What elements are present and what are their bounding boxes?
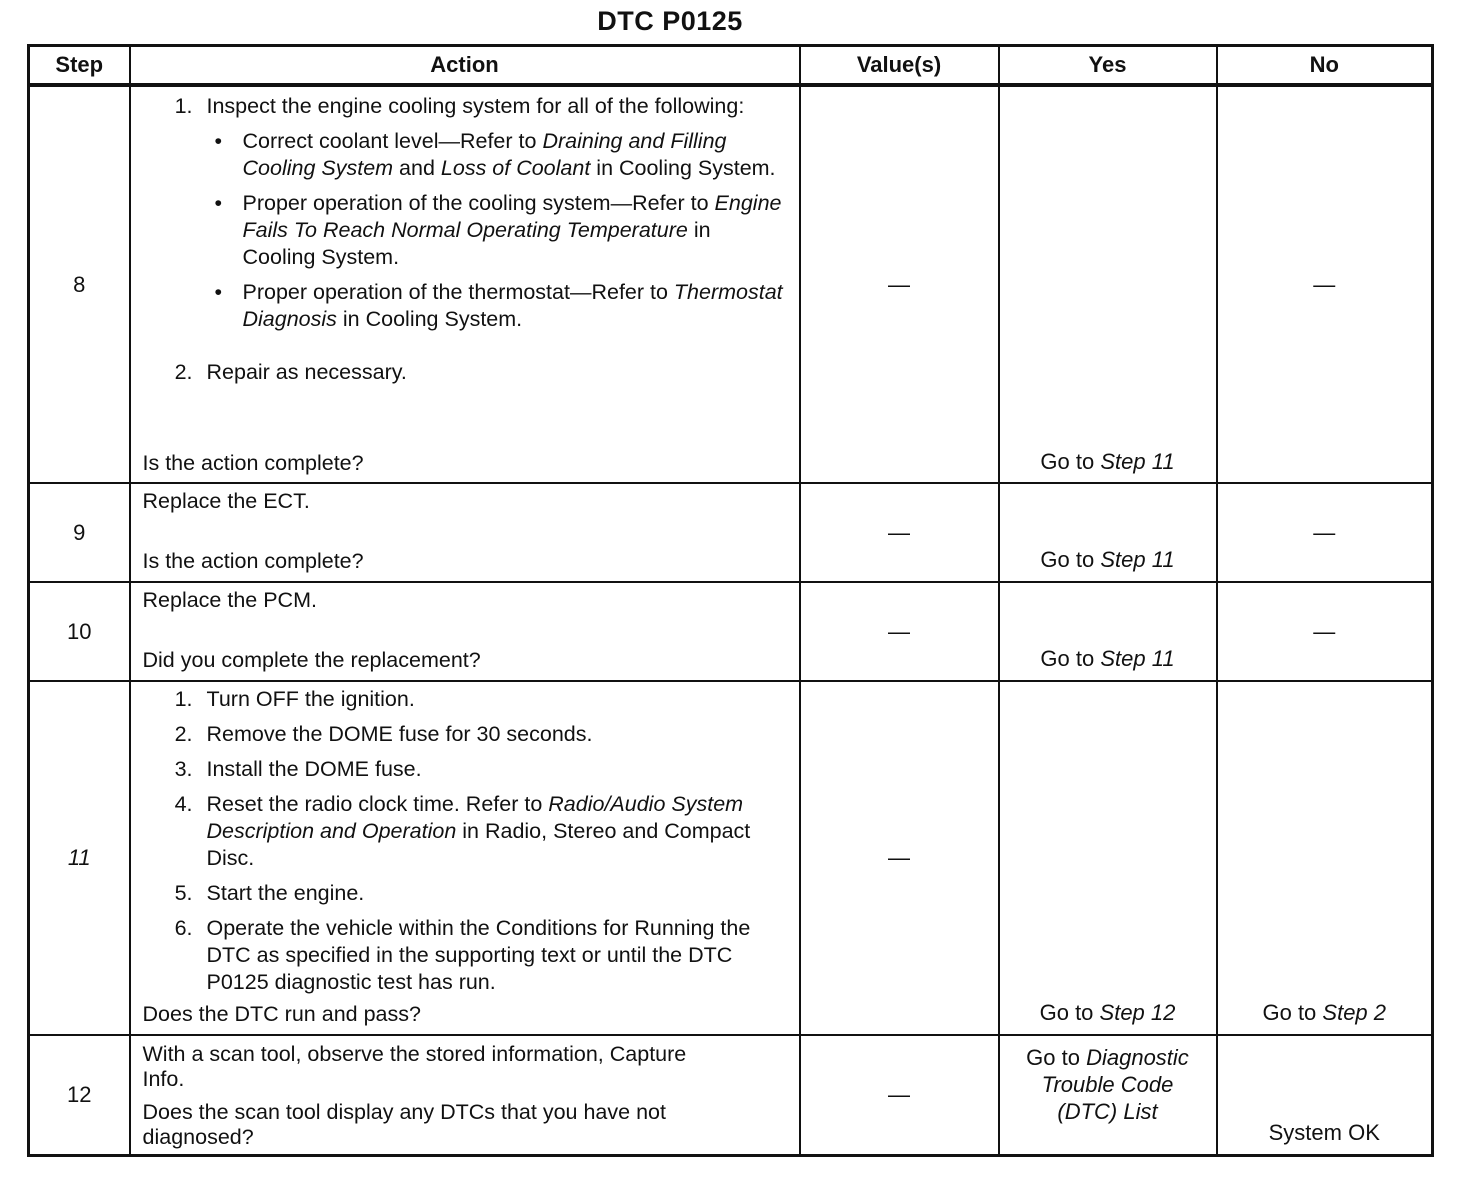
value-cell: — — [800, 85, 999, 483]
action-item: 1. Inspect the engine cooling system for all of the following: • Correct coolant level—Refer to Draining and Filling Cooling System and Loss of Coolant in Cooling System. • Proper operation of the cooling system—Refer to Engine Fails To Reach Normal Operating Temperature in Cooling System. • Proper operation of the thermostat—Refer to Thermostat Diagnosis in Cooling System. — [199, 93, 789, 333]
step-number: 9 — [29, 483, 130, 582]
header-action: Action — [130, 46, 800, 86]
action-cell — [130, 681, 800, 1035]
value-cell: — — [800, 681, 999, 1035]
action-item: 2. Remove the DOME fuse for 30 seconds. — [199, 721, 789, 748]
table-row — [29, 483, 1433, 582]
step-number: 8 — [29, 85, 130, 483]
step-number: 12 — [29, 1035, 130, 1155]
action-question: Did you complete the replacement? — [142, 648, 481, 672]
action-text: Replace the PCM. — [142, 588, 317, 612]
header-values: Value(s) — [800, 46, 999, 86]
action-cell — [130, 1035, 800, 1155]
yes-cell — [999, 1035, 1217, 1155]
no-cell: — — [1217, 483, 1433, 582]
action-item: 4. Reset the radio clock time. Refer to Radio/Audio System Description and Operation in Radio, Stereo and Compact Disc. — [199, 791, 789, 872]
action-item: 6. Operate the vehicle within the Conditions for Running the DTC as specified in the supporting text or until the DTC P0125 diagnostic test has run. — [199, 915, 789, 996]
yes-result: Go to Step 12 — [1039, 1000, 1176, 1025]
action-item: 3. Install the DOME fuse. — [199, 756, 789, 783]
action-text: Replace the ECT. — [142, 489, 310, 513]
header-row — [29, 46, 1433, 86]
sub-item: • Correct coolant level—Refer to Draining and Filling Cooling System and Loss of Coolant in Cooling System. — [237, 128, 789, 182]
action-cell — [130, 85, 800, 483]
document-title: DTC P0125 — [597, 6, 743, 36]
table-row — [29, 582, 1433, 681]
action-cell — [130, 483, 800, 582]
no-cell: — — [1217, 85, 1433, 483]
action-text: With a scan tool, observe the stored information, Capture Info. — [142, 1042, 687, 1091]
action-item: 2. Repair as necessary. — [199, 359, 789, 386]
no-cell: — — [1217, 582, 1433, 681]
action-item: 5. Start the engine. — [199, 880, 789, 907]
table-row — [29, 1035, 1433, 1155]
no-result: System OK — [1268, 1120, 1380, 1145]
step-number: 11 — [29, 681, 130, 1035]
header-no: No — [1217, 46, 1433, 86]
value-cell: — — [800, 1035, 999, 1155]
diagnostic-table — [27, 44, 1434, 1157]
header-yes: Yes — [999, 46, 1217, 86]
value-cell: — — [800, 582, 999, 681]
action-question: Does the scan tool display any DTCs that you have not diagnosed? — [142, 1100, 666, 1149]
sub-item: • Proper operation of the thermostat—Refer to Thermostat Diagnosis in Cooling System. — [237, 279, 789, 333]
value-cell: — — [800, 483, 999, 582]
yes-result: Go to Step 11 — [1040, 449, 1175, 474]
no-result: Go to Step 2 — [1262, 1000, 1387, 1025]
action-question: Is the action complete? — [142, 451, 364, 475]
yes-cell — [999, 582, 1217, 681]
yes-result: Go to Step 11 — [1040, 646, 1175, 671]
step-number: 10 — [29, 582, 130, 681]
yes-result: Go to Step 11 — [1040, 547, 1175, 572]
action-question: Does the DTC run and pass? — [142, 1002, 421, 1026]
yes-cell — [999, 681, 1217, 1035]
yes-cell — [999, 483, 1217, 582]
yes-cell — [999, 85, 1217, 483]
table-row — [29, 85, 1433, 483]
header-step: Step — [29, 46, 130, 86]
sub-item: • Proper operation of the cooling system—Refer to Engine Fails To Reach Normal Operating Temperature in Cooling System. — [237, 190, 789, 271]
action-item: 1. Turn OFF the ignition. — [199, 686, 789, 713]
no-cell — [1217, 681, 1433, 1035]
action-question: Is the action complete? — [142, 549, 364, 573]
yes-result: Go to Diagnostic Trouble Code (DTC) List — [1026, 1045, 1189, 1124]
no-cell — [1217, 1035, 1433, 1155]
table-row — [29, 681, 1433, 1035]
action-cell — [130, 582, 800, 681]
